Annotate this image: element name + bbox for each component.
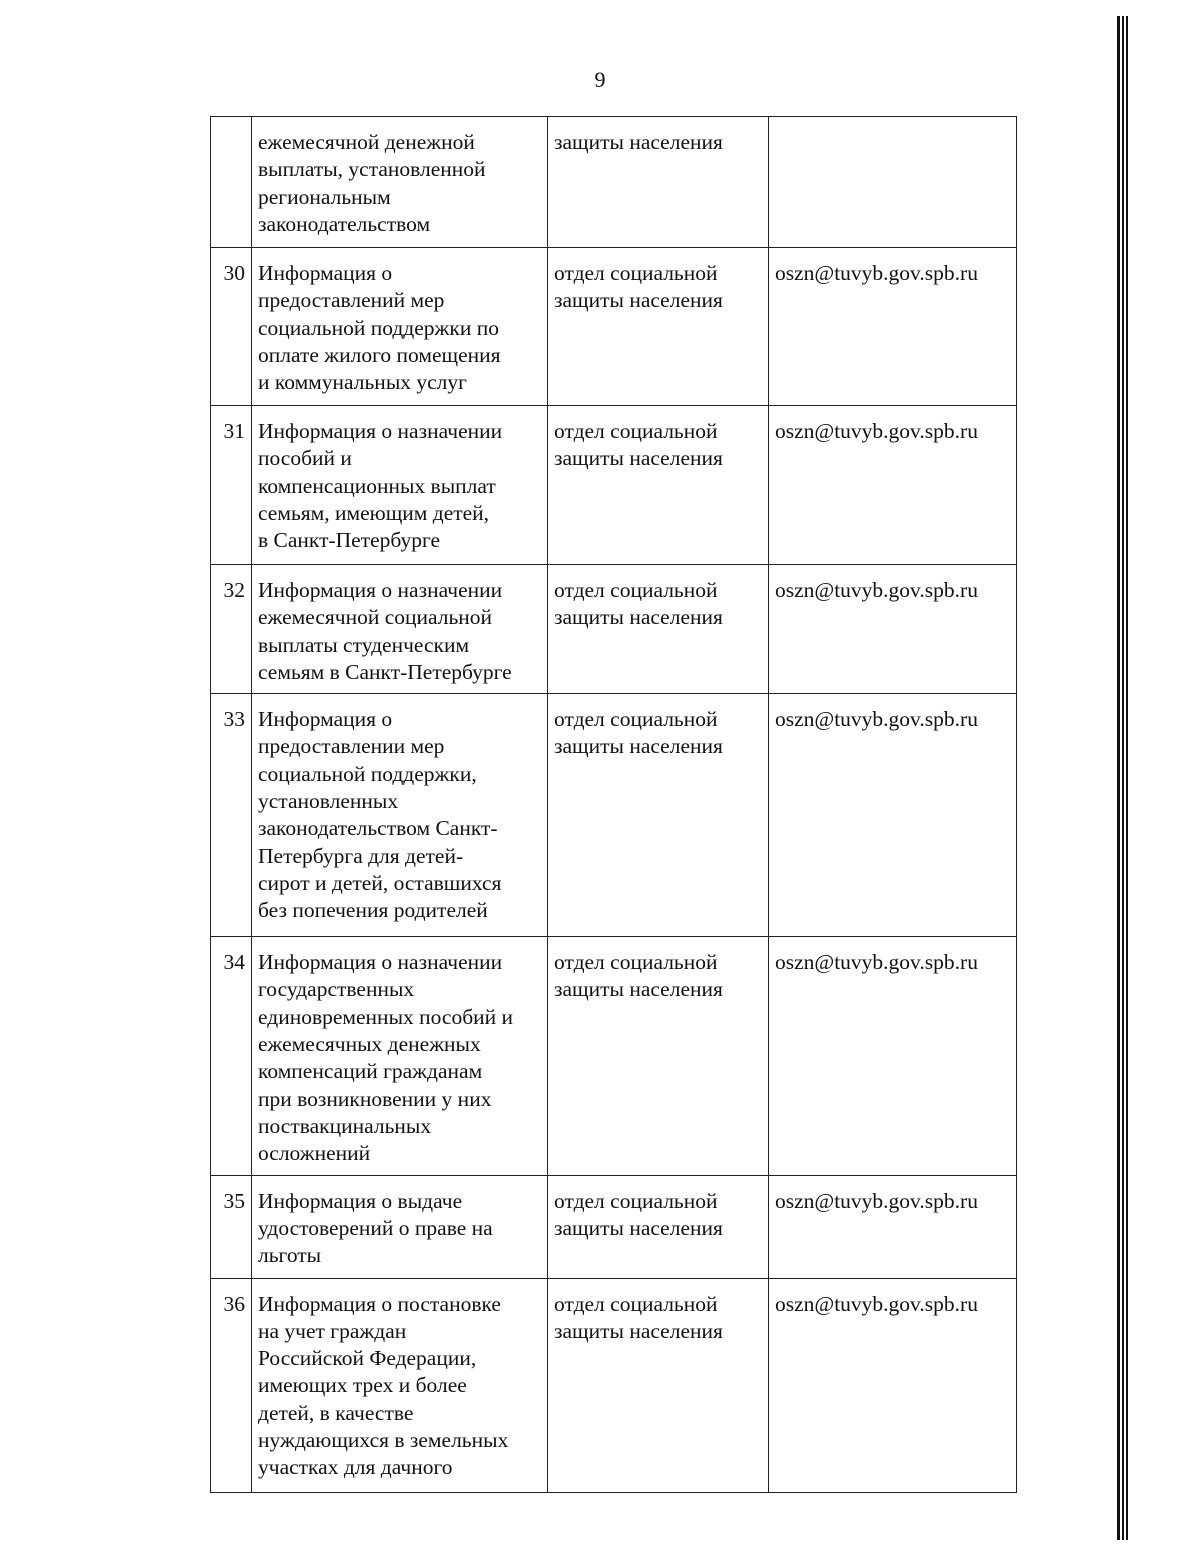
row-email: [769, 117, 1017, 248]
row-description: Информация о предоставлений мер социальной поддержки по оплате жилого помещения и коммунальных услуг: [252, 248, 548, 406]
table-row: [211, 248, 1017, 406]
row-number: 30: [211, 248, 252, 406]
right-edge-rule: [1122, 16, 1124, 1540]
table-row: [211, 1278, 1017, 1492]
row-number: [211, 117, 252, 248]
row-department: отдел социальной защиты населения: [548, 565, 769, 694]
table-row: [211, 406, 1017, 565]
row-email: oszn@tuvyb.gov.spb.ru: [769, 694, 1017, 937]
row-department: отдел социальной защиты населения: [548, 1278, 769, 1492]
row-description: Информация о назначении пособий и компенсационных выплат семьям, имеющим детей, в Санкт-Петербурге: [252, 406, 548, 565]
row-number: 35: [211, 1175, 252, 1278]
row-email: oszn@tuvyb.gov.spb.ru: [769, 1175, 1017, 1278]
right-edge-rule: [1126, 16, 1128, 1540]
row-email: oszn@tuvyb.gov.spb.ru: [769, 565, 1017, 694]
table-row: [211, 117, 1017, 248]
row-number: 31: [211, 406, 252, 565]
row-description: Информация о назначении государственных единовременных пособий и ежемесячных денежных компенсаций гражданам при возникновении у них поствакцинальных осложнений: [252, 937, 548, 1175]
table-row: [211, 937, 1017, 1175]
row-description: Информация о постановке на учет граждан Российской Федерации, имеющих трех и более детей, в качестве нуждающихся в земельных участках для дачного: [252, 1278, 548, 1492]
row-number: 34: [211, 937, 252, 1175]
row-description: Информация о предоставлении мер социальной поддержки, установленных законодательством Санкт- Петербурга для детей- сирот и детей, оставшихся без попечения родителей: [252, 694, 548, 937]
row-number: 33: [211, 694, 252, 937]
table-row: [211, 694, 1017, 937]
row-department: отдел социальной защиты населения: [548, 694, 769, 937]
row-email: oszn@tuvyb.gov.spb.ru: [769, 406, 1017, 565]
table-row: [211, 565, 1017, 694]
row-email: oszn@tuvyb.gov.spb.ru: [769, 248, 1017, 406]
row-description: ежемесячной денежной выплаты, установленной региональным законодательством: [252, 117, 548, 248]
right-edge-rule: [1117, 16, 1120, 1540]
row-description: Информация о назначении ежемесячной социальной выплаты студенческим семьям в Санкт-Петербурге: [252, 565, 548, 694]
row-number: 36: [211, 1278, 252, 1492]
services-table: [210, 116, 1017, 1493]
row-department: отдел социальной защиты населения: [548, 248, 769, 406]
table-row: [211, 1175, 1017, 1278]
row-email: oszn@tuvyb.gov.spb.ru: [769, 937, 1017, 1175]
page-number: 9: [594, 67, 606, 92]
row-email: oszn@tuvyb.gov.spb.ru: [769, 1278, 1017, 1492]
row-department: отдел социальной защиты населения: [548, 1175, 769, 1278]
row-description: Информация о выдаче удостоверений о праве на льготы: [252, 1175, 548, 1278]
row-number: 32: [211, 565, 252, 694]
row-department: защиты населения: [548, 117, 769, 248]
row-department: отдел социальной защиты населения: [548, 406, 769, 565]
row-department: отдел социальной защиты населения: [548, 937, 769, 1175]
